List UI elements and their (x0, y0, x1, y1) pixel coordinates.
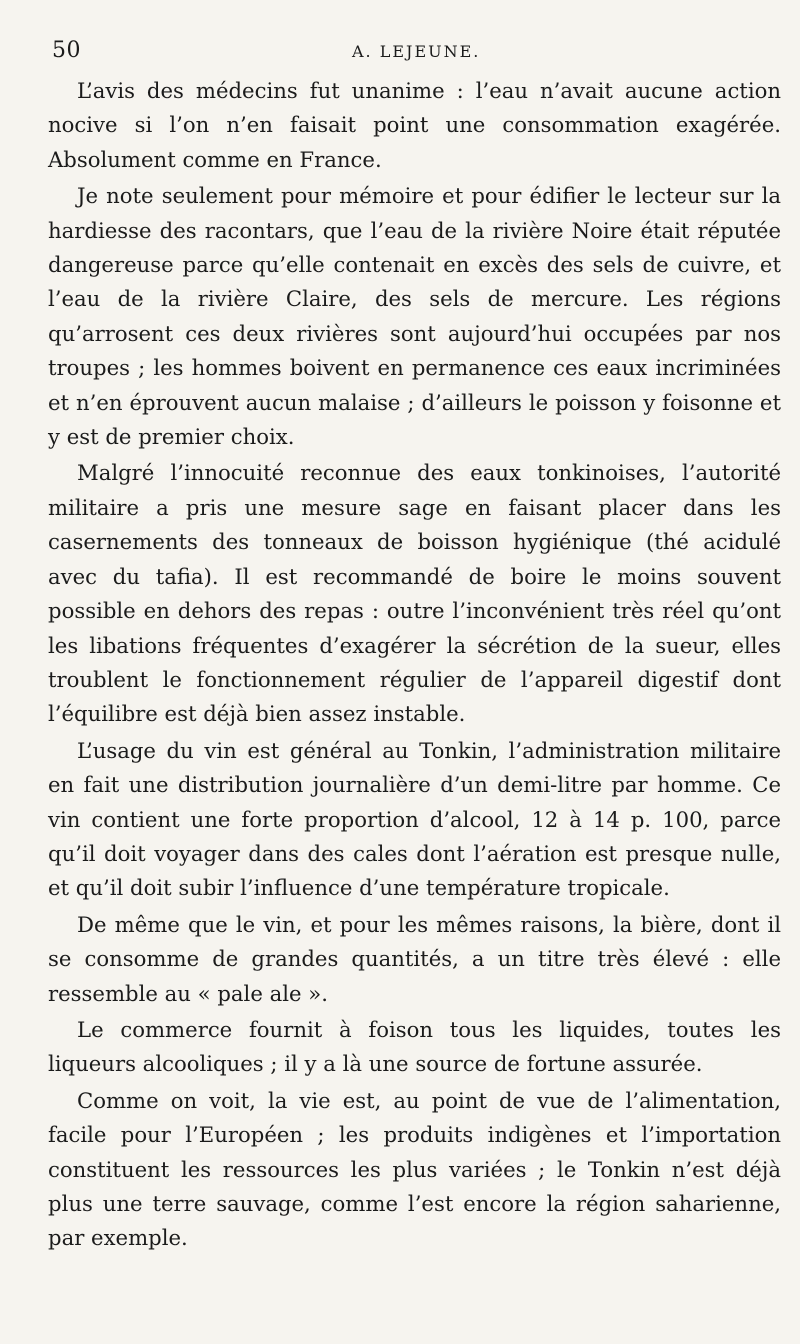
page-number: 50 (52, 38, 81, 63)
running-head: A. LEJEUNE. (352, 42, 481, 61)
paragraph: Je note seulement pour mémoire et pour édifier le lecteur sur la hardiesse des racontars, que l’eau de la rivière Noire était réputée dangereuse parce qu’elle contenait en excès des sels de cuivre, et l’eau de la rivière Claire, des sels de mercure. Les régions qu’arrosent ces deux rivières sont aujourd’hui occupées par nos troupes ; les hommes boivent en permanence ces eaux incriminées et n’en éprouvent aucun malaise ; d’ailleurs le poisson y foisonne et y est de premier choix. (48, 183, 781, 450)
paragraph: Le commerce fournit à foison tous les liquides, toutes les liqueurs alcooliques ; il y a là une source de fortune assurée. (48, 1016, 781, 1077)
page-header (52, 38, 770, 68)
page-body (48, 74, 781, 1258)
paragraph: Malgré l’innocuité reconnue des eaux tonkinoises, l’autorité militaire a pris une mesure sage en faisant placer dans les casernements des tonneaux de boisson hygiénique (thé acidulé avec du tafia). Il est recommandé de boire le moins souvent possible en dehors des repas : outre l’inconvénient très réel qu’ont les libations fréquentes d’exagérer la sécrétion de la sueur, elles troublent le fonctionnement régulier de l’appareil digestif dont l’équilibre est déjà bien assez instable. (48, 460, 781, 727)
paragraph: L’usage du vin est général au Tonkin, l’administration militaire en fait une distribution journalière d’un demi-litre par homme. Ce vin contient une forte proportion d’alcool, 12 à 14 p. 100, parce qu’il doit voyager dans des cales dont l’aération est presque nulle, et qu’il doit subir l’influence d’une température tropicale. (48, 737, 781, 901)
paragraph: L’avis des médecins fut unanime : l’eau n’avait aucune action nocive si l’on n’en faisait point une consommation exagérée. Absolument comme en France. (48, 78, 781, 172)
paragraph: De même que le vin, et pour les mêmes raisons, la bière, dont il se consomme de grandes quantités, a un titre très élevé : elle ressemble au « pale ale ». (48, 911, 781, 1006)
paragraph: Comme on voit, la vie est, au point de vue de l’alimentation, facile pour l’Européen ; les produits indigènes et l’importation constituent les ressources les plus variées ; le Tonkin n’est déjà plus une terre sauvage, comme l’est encore la région saharienne, par exemple. (48, 1087, 781, 1251)
